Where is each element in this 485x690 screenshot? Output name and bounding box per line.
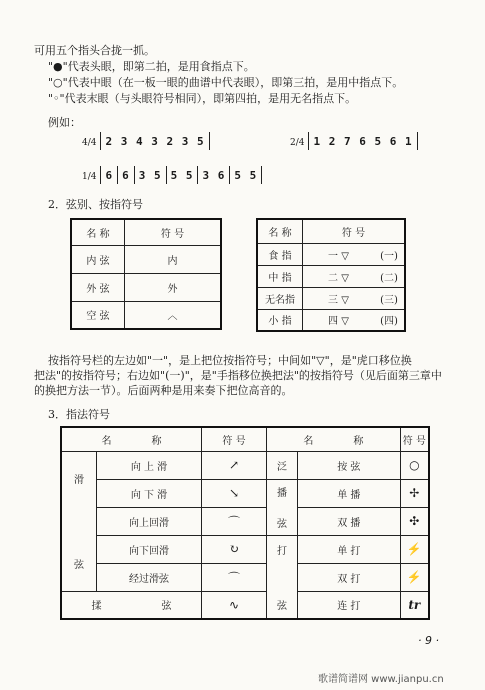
note-group: 6 xyxy=(105,169,114,182)
bar-line xyxy=(209,132,210,150)
example-label: 例如： xyxy=(48,116,81,129)
example-row-1-b xyxy=(290,130,422,150)
example-row-1-a xyxy=(82,130,214,150)
note-group: 6 xyxy=(122,169,130,182)
row-name: 向上回滑 xyxy=(97,507,202,535)
section-2-para-2: 把法"的按指符号；右边如"(一)"，是"手指移位换把法"的按指符号（见后面第三章中 xyxy=(34,369,442,382)
row-symbol xyxy=(303,309,375,331)
row-symbol xyxy=(303,265,375,287)
row-symbol-alt: (二) xyxy=(374,265,405,287)
slide-up-return-icon: ⌒ xyxy=(202,507,267,535)
intro-line-4-text: 代表末眼（与头眼符号相同），即第四拍，是用无名指点下。 xyxy=(64,92,357,105)
section-2-title: 2．弦别、按指符号 xyxy=(48,198,143,211)
header-name-b: 称 xyxy=(353,435,364,447)
bar-line xyxy=(261,166,262,184)
group-strike-top: 打 xyxy=(277,545,287,557)
string-table xyxy=(70,218,222,330)
tiger-mouth-icon: ▽ xyxy=(341,250,349,262)
vibrato-label-a: 揉 xyxy=(91,601,102,613)
bar-line xyxy=(100,166,101,184)
row-name: 小 指 xyxy=(257,309,303,331)
row-name: 中 指 xyxy=(257,265,303,287)
group-slide-top: 滑 xyxy=(74,475,84,486)
header-name-a: 名 xyxy=(101,435,112,447)
note-group: 3 5 xyxy=(138,169,162,182)
row-name: 内 弦 xyxy=(71,245,125,273)
header-name: 名 称 xyxy=(71,219,125,245)
example-row-2 xyxy=(82,164,266,184)
double-pluck-icon: ✣ xyxy=(400,507,429,535)
slide-down-icon: ↘ xyxy=(202,479,267,507)
single-strike-icon: ⚡ xyxy=(400,535,429,563)
fingering-table xyxy=(60,426,430,620)
row-symbol: ︿ xyxy=(125,301,222,329)
upper-position-symbol: 二 xyxy=(328,272,339,284)
group-slide xyxy=(61,451,97,591)
header-name xyxy=(267,427,401,451)
header-symbol: 符 号 xyxy=(125,219,222,245)
row-symbol-alt: (一) xyxy=(374,243,405,265)
section-2-para-1: 按指符号栏的左边如"一"，是上把位按指符号；中间如"▽"，是"虎口移位换 xyxy=(48,354,412,367)
row-name: 空 弦 xyxy=(71,301,125,329)
header-name xyxy=(61,427,202,451)
time-signature: 2/4 xyxy=(290,138,305,148)
group-pluck-bottom: 弦 xyxy=(277,519,287,530)
bar-line xyxy=(166,166,167,184)
upper-position-symbol: 三 xyxy=(328,294,339,306)
double-strike-icon: ⚡ xyxy=(400,563,429,591)
intro-line-3-text: 代表中眼（在一板一眼的曲谱中代表眼），即第三拍，是用中指点下。 xyxy=(67,76,404,89)
intro-line-2 xyxy=(48,60,255,74)
row-name: 向 下 滑 xyxy=(97,479,202,507)
row-name: 双 打 xyxy=(298,563,401,591)
note-group: 2 3 4 3 2 3 5 xyxy=(105,135,205,148)
passing-slide-icon: ⌒ xyxy=(202,563,267,591)
intro-line-3 xyxy=(48,76,403,90)
row-symbol: 内 xyxy=(125,245,222,273)
intro-line-2-text: 代表头眼，即第二拍，是用食指点下。 xyxy=(67,60,255,73)
row-name: 向下回滑 xyxy=(97,535,202,563)
row-name: 连 打 xyxy=(298,591,401,619)
group-pluck xyxy=(267,479,298,535)
time-signature: 1/4 xyxy=(82,172,97,182)
row-name: 经过滑弦 xyxy=(97,563,202,591)
upper-position-symbol: 一 xyxy=(328,250,339,262)
row-symbol xyxy=(303,243,375,265)
vibrato-icon: ∿ xyxy=(202,591,267,619)
middle-beat-symbol: "○" xyxy=(48,76,68,89)
slide-down-return-icon: ↻ xyxy=(202,535,267,563)
group-strike xyxy=(267,535,298,619)
group-strike-bottom: 弦 xyxy=(277,600,287,612)
row-symbol-alt: (四) xyxy=(374,309,405,331)
upper-position-symbol: 四 xyxy=(328,316,339,328)
row-name: 无名指 xyxy=(257,287,303,309)
page-number: · 9 · xyxy=(418,634,439,647)
header-name: 名 称 xyxy=(257,219,303,243)
row-name: 食 指 xyxy=(257,243,303,265)
trill-icon: tr xyxy=(400,591,429,619)
bar-line xyxy=(100,132,101,150)
note-group: 5 5 xyxy=(234,169,258,182)
single-pluck-icon: ✢ xyxy=(400,479,429,507)
finger-table xyxy=(256,218,406,332)
slide-up-icon: ↗ xyxy=(202,451,267,479)
header-name-a: 名 xyxy=(303,435,314,447)
group-slide-bottom: 弦 xyxy=(74,560,84,571)
bar-line xyxy=(308,132,309,150)
intro-line-4 xyxy=(48,92,356,106)
header-name-b: 称 xyxy=(151,435,162,447)
note-group: 1 2 7 6 5 6 1 xyxy=(313,135,413,148)
bar-line xyxy=(117,166,118,184)
head-beat-symbol: "●" xyxy=(48,60,68,73)
bar-line xyxy=(417,132,418,150)
row-symbol xyxy=(303,287,375,309)
row-name: 单 播 xyxy=(298,479,401,507)
group-harmonic: 泛 xyxy=(267,451,298,479)
tiger-mouth-icon: ▽ xyxy=(341,294,349,306)
tiger-mouth-icon: ▽ xyxy=(341,272,349,284)
section-2-para-3: 的换把方法一节）。后面两种是用来奏下把位高音的。 xyxy=(34,384,293,397)
row-name: 双 播 xyxy=(298,507,401,535)
time-signature: 4/4 xyxy=(82,138,97,148)
row-name-vibrato xyxy=(61,591,202,619)
group-pluck-top: 播 xyxy=(277,488,287,499)
tiger-mouth-icon: ▽ xyxy=(341,316,349,328)
bar-line xyxy=(229,166,230,184)
row-symbol-alt: (三) xyxy=(374,287,405,309)
intro-line-1: 可用五个指头合拢一抓。 xyxy=(34,44,155,57)
row-name: 单 打 xyxy=(298,535,401,563)
section-3-title: 3．指法符号 xyxy=(48,408,110,421)
harmonic-icon: ○ xyxy=(400,451,429,479)
note-group: 3 6 xyxy=(202,169,226,182)
note-group: 5 5 xyxy=(170,169,194,182)
header-symbol: 符 号 xyxy=(400,427,429,451)
bar-line xyxy=(134,166,135,184)
bar-line xyxy=(197,166,198,184)
row-name: 按 弦 xyxy=(298,451,401,479)
row-symbol: 外 xyxy=(125,273,222,301)
row-name: 向 上 滑 xyxy=(97,451,202,479)
vibrato-label-b: 弦 xyxy=(161,601,172,613)
header-symbol: 符 号 xyxy=(303,219,406,243)
end-beat-symbol: "◦" xyxy=(48,92,65,105)
row-name: 外 弦 xyxy=(71,273,125,301)
header-symbol: 符 号 xyxy=(202,427,267,451)
watermark: 歌谱简谱网 www.jianpu.cn xyxy=(318,674,444,685)
